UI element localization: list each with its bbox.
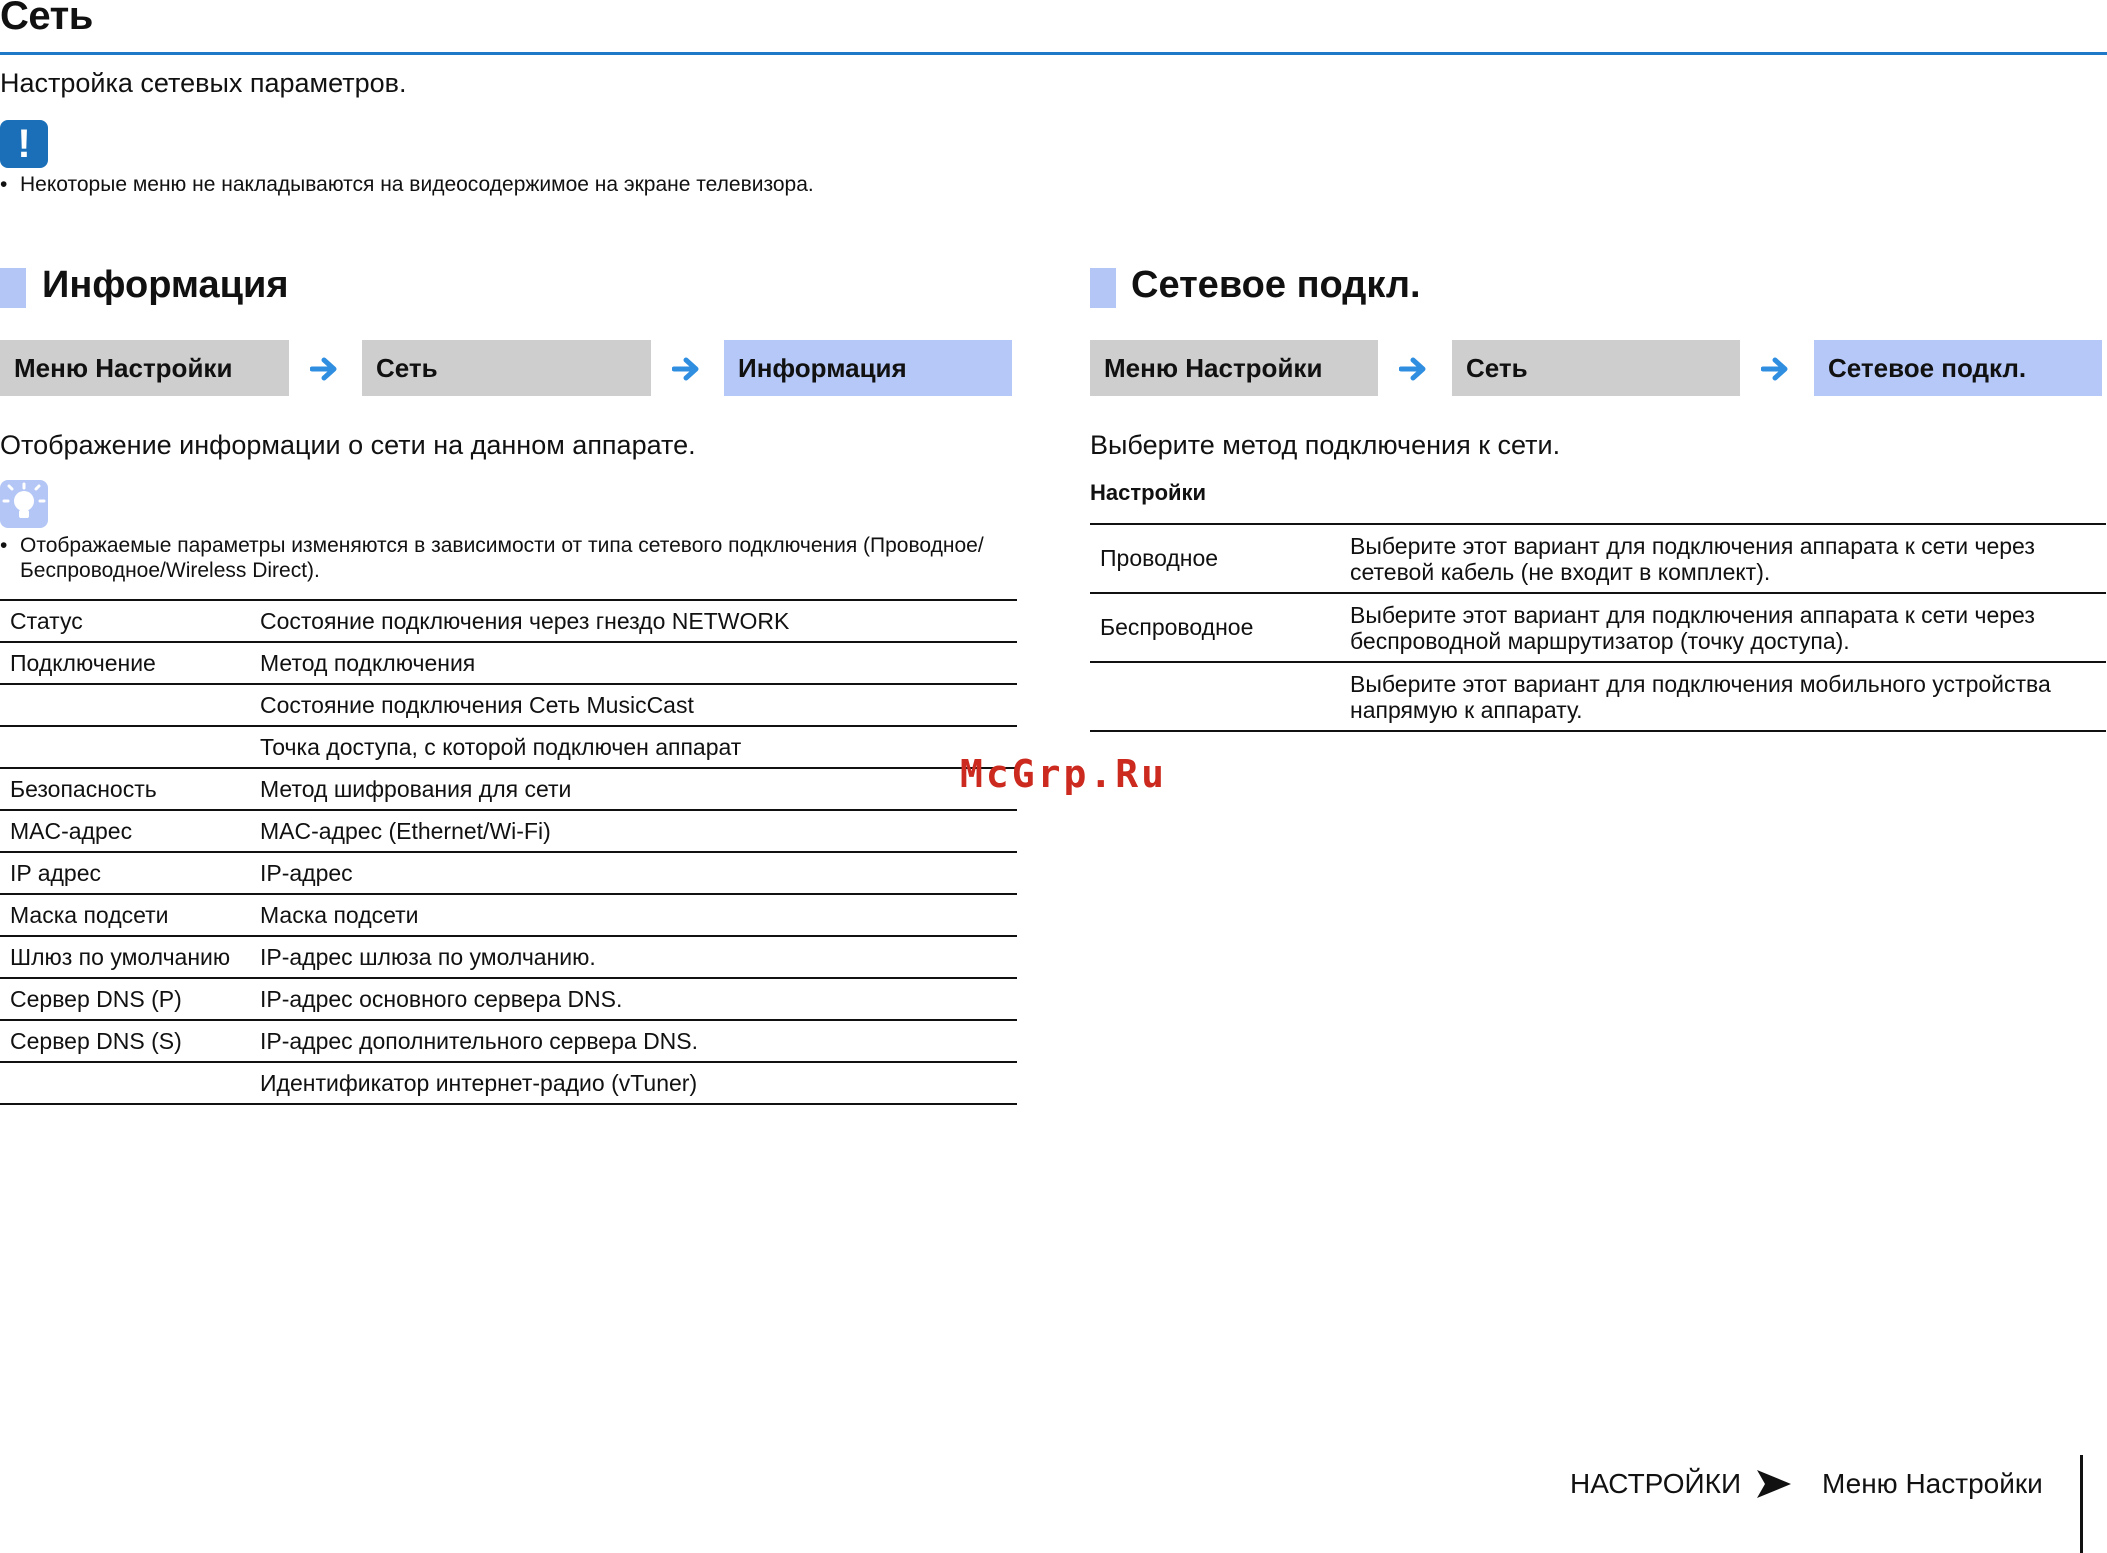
arrow-right-icon (310, 354, 340, 384)
warning-note-text: Некоторые меню не накладываются на видеосодержимое на экране телевизора. (20, 173, 814, 196)
row-name: Шлюз по умолчанию (0, 936, 250, 978)
row-value: MAC-адрес (Ethernet/Wi-Fi) (250, 810, 1017, 852)
table-row (0, 684, 1017, 726)
row-name (0, 1062, 250, 1104)
table-row (0, 936, 1017, 978)
row-value-line2: беспроводной маршрутизатор (точку доступа). (1350, 627, 1850, 654)
section-marker (1090, 268, 1116, 308)
row-value: Идентификатор интернет-радио (vTuner) (250, 1062, 1017, 1104)
row-name: Подключение (0, 642, 250, 684)
arrow-right-icon (1761, 354, 1791, 384)
table-row (0, 810, 1017, 852)
tip-note-line2: Беспроводное/Wireless Direct). (20, 559, 320, 582)
row-name (1090, 662, 1340, 731)
section-marker (0, 268, 26, 308)
row-value: IP-адрес основного сервера DNS. (250, 978, 1017, 1020)
row-value: Состояние подключения Сеть MusicCast (250, 684, 1017, 726)
bullet: • (0, 534, 8, 557)
row-value (1340, 593, 2106, 662)
row-value: Точка доступа, с которой подключен аппарат (250, 726, 1017, 768)
bullet: • (0, 173, 8, 196)
breadcrumb-item-network[interactable]: Сеть (362, 340, 651, 396)
table-row (0, 600, 1017, 642)
row-value-line1: Выберите этот вариант для подключения аппарата к сети через (1350, 601, 2035, 628)
page-title: Сеть (0, 0, 93, 38)
tip-note (0, 533, 1020, 585)
table-row (0, 852, 1017, 894)
row-name: IP адрес (0, 852, 250, 894)
breadcrumb-item-settings-menu[interactable]: Меню Настройки (1090, 340, 1378, 396)
row-name (0, 726, 250, 768)
table-row (0, 1062, 1017, 1104)
row-value: Метод шифрования для сети (250, 768, 1017, 810)
lightbulb-icon (0, 480, 48, 528)
row-name: Безопасность (0, 768, 250, 810)
row-value: Метод подключения (250, 642, 1017, 684)
tip-note-line1: Отображаемые параметры изменяются в зависимости от типа сетевого подключения (Проводное/ (20, 534, 984, 557)
row-value: Состояние подключения через гнездо NETWORK (250, 600, 1017, 642)
table-row (1090, 524, 2106, 593)
info-table (0, 599, 1017, 1105)
table-row (0, 894, 1017, 936)
connection-table (1090, 523, 2106, 732)
title-rule (0, 52, 2107, 55)
page-subtitle: Настройка сетевых параметров. (0, 68, 407, 98)
row-value (1340, 524, 2106, 593)
arrowhead-right-icon (1757, 1470, 1791, 1498)
footer-section-link[interactable]: НАСТРОЙКИ (1570, 1468, 1742, 1499)
row-value-line1: Выберите этот вариант для подключения мобильного устройства (1350, 670, 2051, 697)
row-name: Статус (0, 600, 250, 642)
table-row (0, 768, 1017, 810)
watermark: McGrp.Ru (960, 752, 1168, 796)
row-value-line2: напрямую к аппарату. (1350, 696, 1583, 723)
table-row (1090, 662, 2106, 731)
row-value: IP-адрес (250, 852, 1017, 894)
row-name: Сервер DNS (P) (0, 978, 250, 1020)
table-row (1090, 593, 2106, 662)
row-name: MAC-адрес (0, 810, 250, 852)
row-value-line1: Выберите этот вариант для подключения аппарата к сети через (1350, 532, 2035, 559)
row-name (0, 684, 250, 726)
warning-note (0, 172, 1000, 200)
row-name: Сервер DNS (S) (0, 1020, 250, 1062)
row-value: IP-адрес дополнительного сервера DNS. (250, 1020, 1017, 1062)
row-value-line2: сетевой кабель (не входит в комплект). (1350, 558, 1771, 585)
row-value (1340, 662, 2106, 731)
table-row (0, 642, 1017, 684)
exclamation-icon: ! (0, 120, 48, 168)
table-row (0, 1020, 1017, 1062)
breadcrumb-item-settings-menu[interactable]: Меню Настройки (0, 340, 289, 396)
breadcrumb-item-information[interactable]: Информация (724, 340, 1012, 396)
table-row (0, 978, 1017, 1020)
arrow-right-icon (672, 354, 702, 384)
row-name: Беспроводное (1090, 593, 1340, 662)
settings-label: Настройки (1090, 480, 1207, 505)
arrow-right-icon (1399, 354, 1429, 384)
section-title-connection: Сетевое подкл. (1131, 264, 1421, 306)
footer-rule (2080, 1455, 2083, 1553)
breadcrumb-item-network[interactable]: Сеть (1452, 340, 1740, 396)
info-description: Отображение информации о сети на данном аппарате. (0, 430, 696, 460)
connection-description: Выберите метод подключения к сети. (1090, 430, 1561, 460)
section-title-info: Информация (42, 264, 289, 306)
row-value: IP-адрес шлюза по умолчанию. (250, 936, 1017, 978)
row-name: Маска подсети (0, 894, 250, 936)
breadcrumb-item-network-connection[interactable]: Сетевое подкл. (1814, 340, 2102, 396)
row-name: Проводное (1090, 524, 1340, 593)
footer-page-link[interactable]: Меню Настройки (1822, 1468, 2043, 1499)
table-row (0, 726, 1017, 768)
row-value: Маска подсети (250, 894, 1017, 936)
